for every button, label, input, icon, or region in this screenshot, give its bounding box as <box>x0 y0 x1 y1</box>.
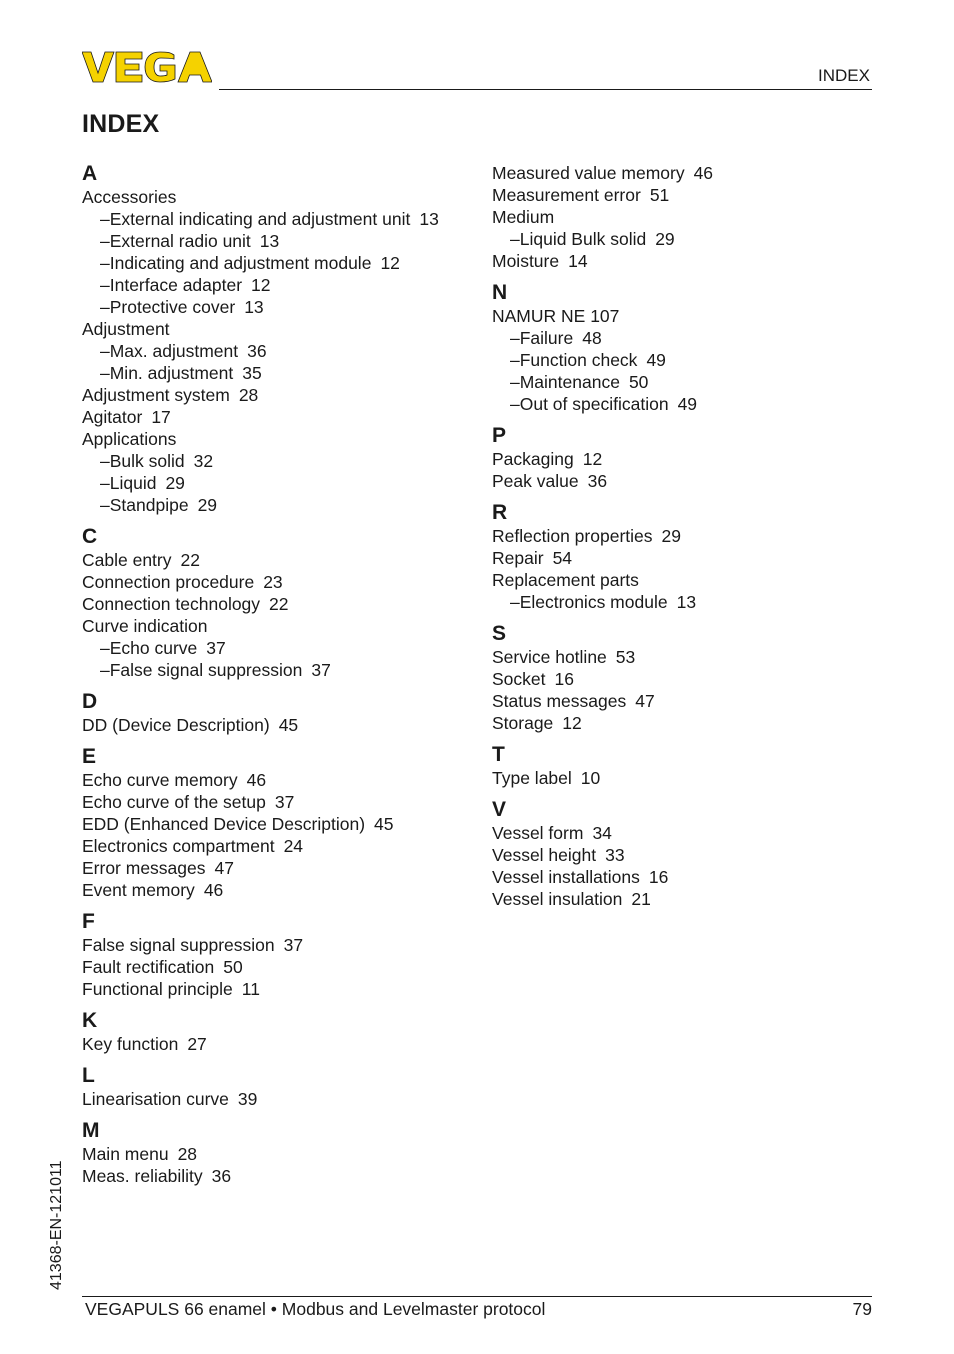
index-subentry <box>82 659 482 681</box>
entry-page-number: 27 <box>187 1034 207 1054</box>
entry-term: Vessel insulation <box>492 889 623 909</box>
index-subentry <box>492 228 892 250</box>
index-letter-heading: E <box>82 745 97 768</box>
entry-page-number: 29 <box>197 495 218 515</box>
entry-term: Peak value <box>492 471 579 491</box>
entry-page-number: 51 <box>649 185 670 205</box>
entry-term: Min. adjustment <box>109 363 234 383</box>
index-entry <box>82 934 482 956</box>
entry-term: Accessories <box>82 187 177 207</box>
index-section <box>82 1119 482 1187</box>
entry-page-number: 22 <box>269 594 289 614</box>
entry-term: Echo curve of the setup <box>82 792 266 812</box>
index-entry <box>492 525 892 547</box>
entry-page-number: 28 <box>238 385 259 405</box>
subentry-dash: – <box>100 473 110 493</box>
entry-page-number: 23 <box>263 572 283 592</box>
index-entry <box>82 615 482 637</box>
index-subentry <box>82 340 482 362</box>
index-letter-heading: V <box>492 798 507 821</box>
index-letter-heading: R <box>492 501 508 524</box>
entry-term: Moisture <box>492 251 560 271</box>
entry-term: Service hotline <box>492 647 607 667</box>
entry-term: Main menu <box>82 1144 169 1164</box>
entry-page-number: 13 <box>676 592 697 612</box>
entry-term: Fault rectification <box>82 957 215 977</box>
entry-page-number: 37 <box>283 935 304 955</box>
index-subentry <box>82 450 482 472</box>
entry-page-number: 35 <box>242 363 262 383</box>
index-entry <box>82 186 482 208</box>
index-subentry <box>492 591 892 613</box>
entry-page-number: 17 <box>151 407 171 427</box>
entry-term: Standpipe <box>109 495 189 515</box>
index-subentry <box>82 494 482 516</box>
entry-page-number: 29 <box>165 473 185 493</box>
page-number: 79 <box>852 1299 872 1319</box>
entry-term: Status messages <box>492 691 627 711</box>
index-section <box>82 162 482 516</box>
entry-term: EDD (Enhanced Device Description) <box>82 814 366 834</box>
index-letter-heading: S <box>492 622 507 645</box>
index-subentry <box>492 393 892 415</box>
entry-page-number: 16 <box>648 867 669 887</box>
index-entry <box>82 1165 482 1187</box>
entry-page-number: 12 <box>562 713 582 733</box>
index-entry <box>82 318 482 340</box>
index-letter-heading: K <box>82 1009 98 1032</box>
entry-term: Socket <box>492 669 546 689</box>
index-subentry <box>82 208 482 230</box>
index-section <box>492 622 892 734</box>
vega-logo <box>82 51 212 83</box>
entry-term: Interface adapter <box>109 275 243 295</box>
entry-page-number: 46 <box>693 163 714 183</box>
entry-term: External indicating and adjustment unit <box>109 209 411 229</box>
entry-term: Applications <box>82 429 177 449</box>
entry-page-number: 39 <box>237 1089 258 1109</box>
entry-term: Max. adjustment <box>109 341 239 361</box>
entry-page-number: 36 <box>587 471 608 491</box>
entry-page-number: 33 <box>605 845 625 865</box>
index-entry <box>82 956 482 978</box>
index-entry <box>82 879 482 901</box>
index-entry <box>492 690 892 712</box>
index-entry <box>492 250 892 272</box>
index-entry <box>82 791 482 813</box>
index-section <box>492 501 892 613</box>
index-entry <box>492 822 892 844</box>
header-divider <box>219 89 872 90</box>
entry-term: Echo curve <box>109 638 198 658</box>
entry-page-number: 34 <box>592 823 612 843</box>
index-section <box>82 745 482 901</box>
index-entry <box>82 384 482 406</box>
index-entry <box>82 406 482 428</box>
index-subentry <box>82 362 482 384</box>
entry-term: Type label <box>492 768 572 788</box>
entry-page-number: 54 <box>552 548 573 568</box>
subentry-dash: – <box>100 231 110 251</box>
footer-divider <box>82 1296 872 1297</box>
entry-page-number: 21 <box>631 889 651 909</box>
entry-page-number: 10 <box>580 768 601 788</box>
entry-term: Repair <box>492 548 544 568</box>
subentry-dash: – <box>100 638 110 658</box>
index-entry <box>82 978 482 1000</box>
entry-term: Agitator <box>82 407 143 427</box>
index-letter-heading: M <box>82 1119 100 1142</box>
entry-page-number: 49 <box>677 394 698 414</box>
footer-document-title: VEGAPULS 66 enamel • Modbus and Levelmaster protocol <box>85 1299 546 1319</box>
subentry-dash: – <box>510 592 520 612</box>
entry-term: Out of specification <box>519 394 669 414</box>
header-section-label: INDEX <box>818 66 870 85</box>
entry-page-number: 49 <box>646 350 666 370</box>
index-entry <box>492 470 892 492</box>
index-entry <box>492 162 892 184</box>
index-entry <box>492 547 892 569</box>
index-entry <box>492 448 892 470</box>
document-code: 41368-EN-121011 <box>48 1160 65 1290</box>
entry-term: External radio unit <box>109 231 251 251</box>
index-subentry <box>82 230 482 252</box>
index-entry <box>82 857 482 879</box>
index-entry <box>82 714 482 736</box>
index-entry <box>82 571 482 593</box>
entry-term: Key function <box>82 1034 179 1054</box>
entry-term: Vessel installations <box>492 867 640 887</box>
entry-term: False signal suppression <box>109 660 303 680</box>
subentry-dash: – <box>100 275 110 295</box>
index-entry <box>82 835 482 857</box>
subentry-dash: – <box>510 328 520 348</box>
entry-term: Reflection properties <box>492 526 653 546</box>
index-entry <box>82 1143 482 1165</box>
entry-page-number: 45 <box>278 715 299 735</box>
subentry-dash: – <box>510 229 520 249</box>
entry-page-number: 37 <box>274 792 295 812</box>
index-entry <box>82 428 482 450</box>
subentry-dash: – <box>100 451 110 471</box>
index-section <box>492 424 892 492</box>
index-section <box>82 690 482 736</box>
entry-term: Connection procedure <box>82 572 255 592</box>
index-section <box>82 1064 482 1110</box>
entry-term: Echo curve memory <box>82 770 238 790</box>
index-entry <box>492 866 892 888</box>
index-letter-heading: P <box>492 424 507 447</box>
index-entry <box>492 712 892 734</box>
index-entry <box>492 646 892 668</box>
entry-term: Adjustment <box>82 319 170 339</box>
entry-term: DD (Device Description) <box>82 715 270 735</box>
entry-page-number: 46 <box>246 770 267 790</box>
entry-page-number: 47 <box>635 691 655 711</box>
entry-term: Curve indication <box>82 616 208 636</box>
subentry-dash: – <box>100 297 110 317</box>
subentry-dash: – <box>510 350 520 370</box>
index-entry <box>82 1088 482 1110</box>
index-subentry <box>82 296 482 318</box>
entry-term: Failure <box>519 328 574 348</box>
entry-term: NAMUR NE 107 <box>492 306 620 326</box>
entry-page-number: 29 <box>661 526 681 546</box>
entry-page-number: 46 <box>203 880 224 900</box>
entry-term: Cable entry <box>82 550 172 570</box>
entry-term: Liquid <box>109 473 157 493</box>
entry-page-number: 13 <box>419 209 439 229</box>
index-subentry <box>492 327 892 349</box>
entry-term: Storage <box>492 713 554 733</box>
entry-term: Adjustment system <box>82 385 230 405</box>
index-section <box>492 798 892 910</box>
index-column-left <box>82 162 482 1196</box>
index-subentry <box>492 371 892 393</box>
entry-page-number: 53 <box>615 647 636 667</box>
subentry-dash: – <box>100 660 110 680</box>
index-entry <box>82 769 482 791</box>
entry-term: Measurement error <box>492 185 641 205</box>
entry-page-number: 11 <box>241 979 260 999</box>
subentry-dash: – <box>510 394 520 414</box>
entry-page-number: 16 <box>554 669 574 689</box>
index-entry <box>82 1033 482 1055</box>
entry-page-number: 22 <box>180 550 200 570</box>
index-letter-heading: N <box>492 281 508 304</box>
index-entry <box>492 844 892 866</box>
index-entry <box>492 888 892 910</box>
index-section <box>492 281 892 415</box>
entry-term: Maintenance <box>519 372 620 392</box>
subentry-dash: – <box>510 372 520 392</box>
entry-page-number: 48 <box>582 328 602 348</box>
entry-term: Measured value memory <box>492 163 685 183</box>
entry-term: Protective cover <box>109 297 236 317</box>
entry-page-number: 37 <box>206 638 226 658</box>
index-subentry <box>82 637 482 659</box>
index-entry <box>82 813 482 835</box>
index-letter-heading: C <box>82 525 98 548</box>
entry-term: Vessel form <box>492 823 584 843</box>
entry-term: Medium <box>492 207 555 227</box>
index-entry <box>492 569 892 591</box>
entry-page-number: 29 <box>655 229 675 249</box>
entry-page-number: 12 <box>582 449 603 469</box>
index-letter-heading: D <box>82 690 98 713</box>
index-section <box>492 743 892 789</box>
entry-term: Electronics compartment <box>82 836 275 856</box>
index-letter-heading: F <box>82 910 95 933</box>
entry-term: Functional principle <box>82 979 233 999</box>
index-entry <box>82 593 482 615</box>
entry-page-number: 13 <box>259 231 280 251</box>
entry-term: Packaging <box>492 449 574 469</box>
entry-term: Meas. reliability <box>82 1166 203 1186</box>
index-entry <box>492 305 892 327</box>
index-section <box>492 162 892 272</box>
entry-page-number: 47 <box>214 858 234 878</box>
entry-page-number: 50 <box>628 372 649 392</box>
entry-page-number: 45 <box>374 814 394 834</box>
entry-page-number: 12 <box>380 253 400 273</box>
index-section <box>82 1009 482 1055</box>
subentry-dash: – <box>100 363 110 383</box>
entry-term: Function check <box>519 350 638 370</box>
entry-term: Indicating and adjustment module <box>109 253 372 273</box>
index-entry <box>492 184 892 206</box>
index-subentry <box>492 349 892 371</box>
entry-term: Electronics module <box>519 592 668 612</box>
subentry-dash: – <box>100 253 110 273</box>
entry-page-number: 14 <box>568 251 588 271</box>
entry-page-number: 13 <box>244 297 264 317</box>
entry-page-number: 37 <box>311 660 331 680</box>
entry-term: Error messages <box>82 858 206 878</box>
entry-page-number: 36 <box>211 1166 232 1186</box>
entry-term: Liquid Bulk solid <box>519 229 647 249</box>
index-section <box>82 910 482 1000</box>
entry-page-number: 32 <box>193 451 214 471</box>
entry-term: Event memory <box>82 880 195 900</box>
entry-page-number: 24 <box>283 836 304 856</box>
entry-page-number: 28 <box>177 1144 198 1164</box>
entry-term: False signal suppression <box>82 935 275 955</box>
index-letter-heading: A <box>82 162 98 185</box>
subentry-dash: – <box>100 341 110 361</box>
subentry-dash: – <box>100 209 110 229</box>
index-entry <box>492 668 892 690</box>
entry-term: Replacement parts <box>492 570 639 590</box>
entry-term: Bulk solid <box>109 451 185 471</box>
index-letter-heading: L <box>82 1064 95 1087</box>
index-section <box>82 525 482 681</box>
entry-term: Vessel height <box>492 845 597 865</box>
index-column-right <box>492 162 892 919</box>
index-subentry <box>82 252 482 274</box>
index-entry <box>492 206 892 228</box>
page-title: INDEX <box>82 110 160 138</box>
entry-term: Linearisation curve <box>82 1089 229 1109</box>
entry-term: Connection technology <box>82 594 261 614</box>
index-subentry <box>82 472 482 494</box>
index-entry <box>492 767 892 789</box>
subentry-dash: – <box>100 495 110 515</box>
entry-page-number: 36 <box>247 341 267 361</box>
entry-page-number: 12 <box>251 275 271 295</box>
index-entry <box>82 549 482 571</box>
index-subentry <box>82 274 482 296</box>
index-letter-heading: T <box>492 743 505 766</box>
entry-page-number: 50 <box>223 957 243 977</box>
